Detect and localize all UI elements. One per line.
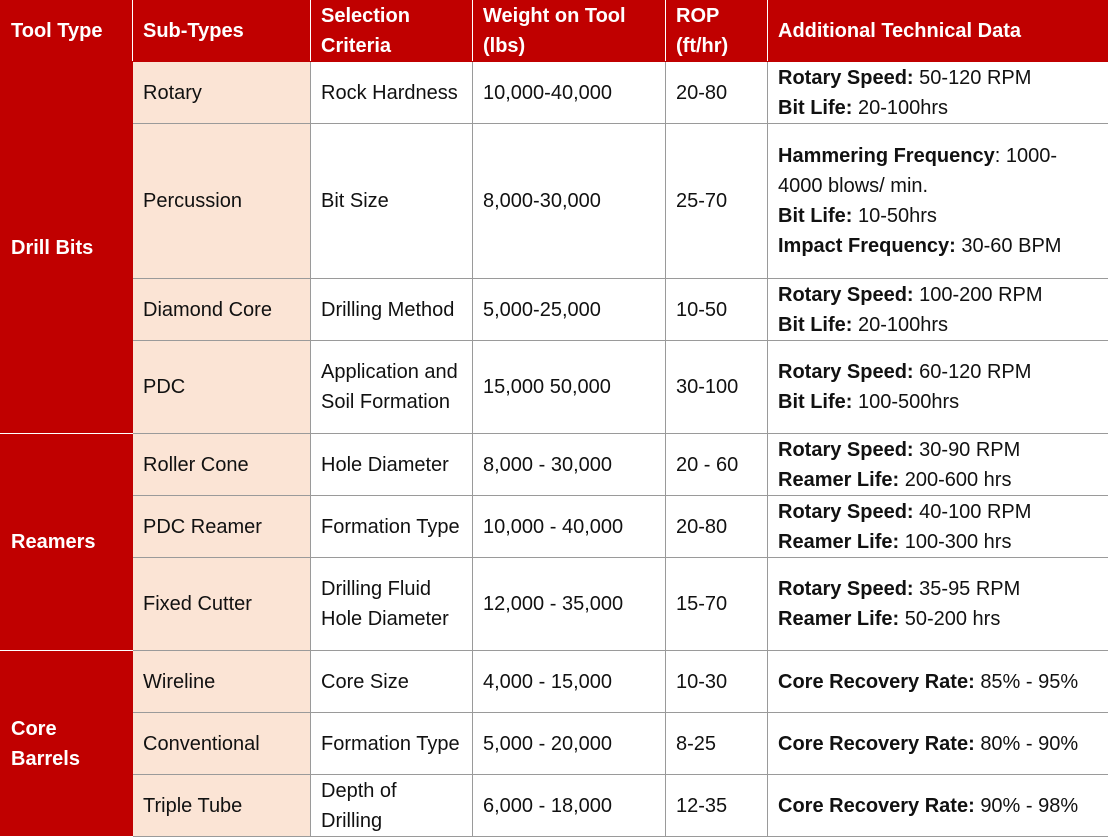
criteria-cell: Core Size [311,651,473,713]
criteria-cell: Drilling Fluid Hole Diameter [311,558,473,651]
weight-cell: 10,000-40,000 [473,62,666,124]
rop-cell: 15-70 [666,558,768,651]
data-label: Core Recovery Rate: [778,795,975,817]
table-row [1,434,1108,496]
technical-data-cell [768,558,1108,651]
rop-cell: 20 - 60 [666,434,768,496]
weight-cell: 8,000-30,000 [473,124,666,279]
data-value: 50-200 hrs [905,608,1001,630]
data-value: 40-100 RPM [919,501,1031,523]
data-label: Reamer Life: [778,608,899,630]
data-value: 35-95 RPM [919,578,1020,600]
data-value: : 1000-4000 blows/ min. [778,145,1057,197]
table-row [1,713,1108,775]
technical-data-cell [768,651,1108,713]
rop-cell: 12-35 [666,775,768,837]
criteria-cell: Bit Size [311,124,473,279]
data-label: Rotary Speed: [778,284,914,306]
data-value: 100-300 hrs [905,531,1012,553]
criteria-cell: Formation Type [311,496,473,558]
data-value: 85% - 95% [980,671,1078,693]
criteria-cell: Hole Diameter [311,434,473,496]
criteria-cell: Application and Soil Formation [311,341,473,434]
technical-data-cell [768,713,1108,775]
sub-type-cell: Fixed Cutter [133,558,311,651]
table-row [1,279,1108,341]
data-label: Rotary Speed: [778,67,914,89]
header-additional-data: Additional Technical Data [768,1,1108,62]
rop-cell: 10-50 [666,279,768,341]
weight-cell: 6,000 - 18,000 [473,775,666,837]
table-row [1,558,1108,651]
criteria-cell: Formation Type [311,713,473,775]
header-sub-types: Sub-Types [133,1,311,62]
data-label: Core Recovery Rate: [778,671,975,693]
header-row [1,1,1108,62]
sub-type-cell: Diamond Core [133,279,311,341]
data-label: Rotary Speed: [778,439,914,461]
data-value: 30-90 RPM [919,439,1020,461]
data-value: 100-500hrs [858,391,959,413]
rop-cell: 25-70 [666,124,768,279]
header-rop: ROP (ft/hr) [666,1,768,62]
sub-type-cell: Conventional [133,713,311,775]
sub-type-cell: PDC Reamer [133,496,311,558]
data-value: 90% - 98% [980,795,1078,817]
technical-data-cell [768,775,1108,837]
table-row [1,775,1108,837]
data-label: Hammering Frequency [778,145,995,167]
data-value: 20-100hrs [858,97,948,119]
data-label: Bit Life: [778,205,852,227]
data-label: Bit Life: [778,314,852,336]
technical-data-cell [768,279,1108,341]
rop-cell: 30-100 [666,341,768,434]
weight-cell: 12,000 - 35,000 [473,558,666,651]
weight-cell: 4,000 - 15,000 [473,651,666,713]
header-weight: Weight on Tool (lbs) [473,1,666,62]
data-label: Bit Life: [778,391,852,413]
technical-data-cell [768,62,1108,124]
weight-cell: 5,000-25,000 [473,279,666,341]
sub-type-cell: Rotary [133,62,311,124]
table-row [1,496,1108,558]
data-value: 60-120 RPM [919,361,1031,383]
technical-data-cell [768,341,1108,434]
criteria-cell: Depth of Drilling [311,775,473,837]
sub-type-cell: Wireline [133,651,311,713]
table-row [1,651,1108,713]
data-label: Rotary Speed: [778,501,914,523]
header-selection-criteria: Selection Criteria [311,1,473,62]
group-reamers: Reamers [1,434,133,651]
rop-cell: 10-30 [666,651,768,713]
sub-type-cell: Triple Tube [133,775,311,837]
data-value: 20-100hrs [858,314,948,336]
weight-cell: 10,000 - 40,000 [473,496,666,558]
group-core-barrels: Core Barrels [1,651,133,837]
data-value: 50-120 RPM [919,67,1031,89]
table-row [1,124,1108,279]
data-value: 10-50hrs [858,205,937,227]
data-value: 30-60 BPM [961,235,1061,257]
criteria-cell: Drilling Method [311,279,473,341]
data-label: Rotary Speed: [778,361,914,383]
table-row [1,62,1108,124]
data-label: Reamer Life: [778,531,899,553]
sub-type-cell: Roller Cone [133,434,311,496]
header-tool-type: Tool Type [1,1,133,62]
weight-cell: 15,000 50,000 [473,341,666,434]
table-row [1,341,1108,434]
rop-cell: 20-80 [666,62,768,124]
weight-cell: 5,000 - 20,000 [473,713,666,775]
rop-cell: 20-80 [666,496,768,558]
data-label: Impact Frequency: [778,235,956,257]
data-value: 200-600 hrs [905,469,1012,491]
sub-type-cell: Percussion [133,124,311,279]
data-label: Reamer Life: [778,469,899,491]
group-drill-bits: Drill Bits [1,62,133,434]
criteria-cell: Rock Hardness [311,62,473,124]
data-label: Bit Life: [778,97,852,119]
rop-cell: 8-25 [666,713,768,775]
sub-type-cell: PDC [133,341,311,434]
data-value: 100-200 RPM [919,284,1042,306]
data-label: Core Recovery Rate: [778,733,975,755]
technical-data-cell [768,124,1108,279]
data-label: Rotary Speed: [778,578,914,600]
technical-data-cell [768,434,1108,496]
weight-cell: 8,000 - 30,000 [473,434,666,496]
technical-data-cell [768,496,1108,558]
data-value: 80% - 90% [980,733,1078,755]
